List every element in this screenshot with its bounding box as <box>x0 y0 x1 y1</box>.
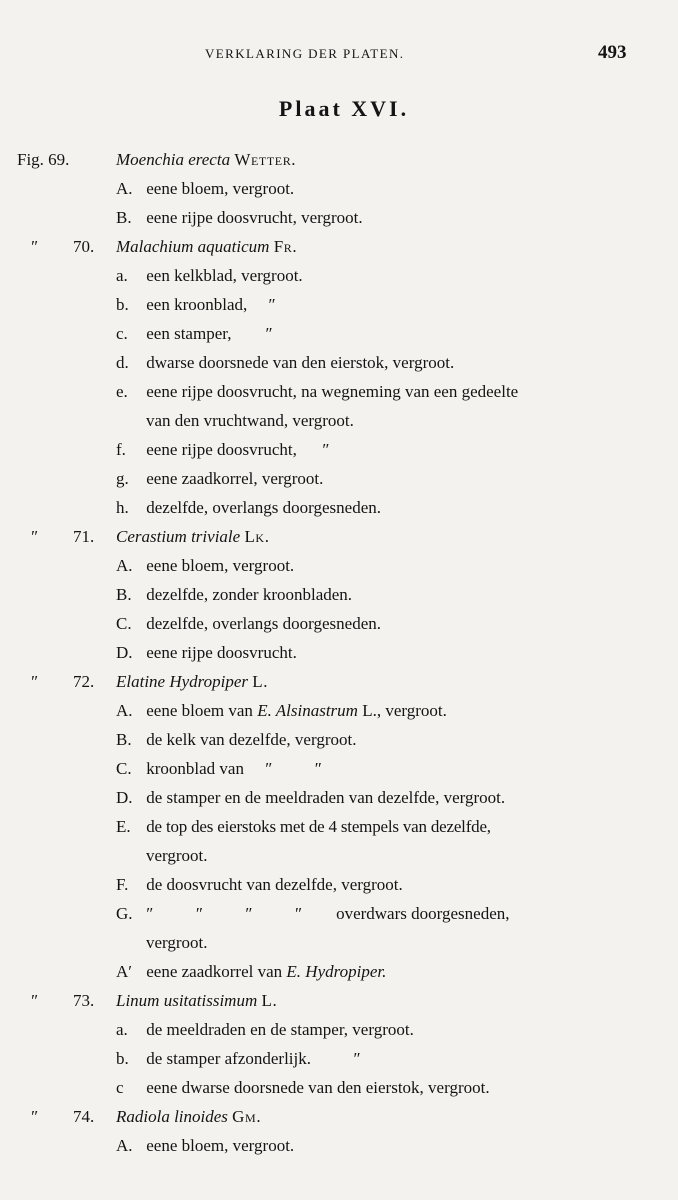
ditto-mark: ″ <box>30 527 38 546</box>
item-label: g. <box>116 469 129 488</box>
ditto-mark: ″ <box>30 991 38 1010</box>
item-label: G. <box>116 904 133 923</box>
item-text: een kroonblad, ″ <box>146 295 276 314</box>
item-text: de doosvrucht van dezelfde, vergroot. <box>146 875 403 894</box>
figure-list <box>0 145 678 1160</box>
item-text: eene rijpe doosvrucht, vergroot. <box>146 208 363 227</box>
ditto-mark: ″ <box>30 672 38 691</box>
item-text: de kelk van dezelfde, vergroot. <box>146 730 357 749</box>
item-text: ″ ″ ″ ″ overdwars doorgesneden, <box>146 904 510 923</box>
item-label: E. <box>116 817 131 836</box>
list-item <box>0 377 678 406</box>
item-text: vergroot. <box>146 846 208 865</box>
species-author: L. <box>261 991 278 1010</box>
item-text-post: L., vergroot. <box>357 701 447 720</box>
species-name: Linum usitatissimum <box>116 991 258 1010</box>
item-text: de top des eierstoks met de 4 stempels van dezelfde, <box>146 817 491 836</box>
species-name: Elatine Hydropiper <box>116 672 249 691</box>
item-label: a. <box>116 1020 128 1039</box>
list-item <box>0 580 678 609</box>
list-item <box>0 203 678 232</box>
plate-title: Plaat XVI. <box>278 96 410 121</box>
list-item-continuation <box>0 928 678 957</box>
item-text: eene bloem, vergroot. <box>146 1136 295 1155</box>
list-item-continuation <box>0 841 678 870</box>
item-label: B. <box>116 730 132 749</box>
item-label: D. <box>116 643 133 662</box>
item-label: A. <box>116 701 133 720</box>
list-item <box>0 551 678 580</box>
item-text: eene bloem, vergroot. <box>146 556 295 575</box>
page-number: 493 <box>598 42 627 63</box>
item-text: een stamper, ″ <box>146 324 273 343</box>
item-label: c <box>116 1078 124 1097</box>
species-name: Cerastium triviale <box>116 527 241 546</box>
figure-heading-72 <box>0 667 678 696</box>
item-text: dezelfde, overlangs doorgesneden. <box>146 614 382 633</box>
item-label: C. <box>116 614 132 633</box>
figure-heading-74 <box>0 1102 678 1131</box>
list-item <box>0 290 678 319</box>
item-label: e. <box>116 382 128 401</box>
list-item <box>0 870 678 899</box>
item-label: h. <box>116 498 129 517</box>
list-item <box>0 319 678 348</box>
list-item <box>0 725 678 754</box>
item-text-italic: E. Alsinastrum <box>257 701 358 720</box>
ditto-mark: ″ <box>30 1107 38 1126</box>
species-entry <box>116 667 268 696</box>
species-entry <box>116 232 297 261</box>
figure-heading-70 <box>0 232 678 261</box>
item-label: D. <box>116 788 133 807</box>
list-item-continuation <box>0 406 678 435</box>
item-text: eene rijpe doosvrucht, na wegneming van een gedeelte <box>146 382 519 401</box>
item-text: dezelfde, zonder kroonbladen. <box>146 585 353 604</box>
item-label: c. <box>116 324 128 343</box>
list-item <box>0 609 678 638</box>
list-item <box>0 899 678 928</box>
item-label: d. <box>116 353 129 372</box>
item-text: eene rijpe doosvrucht, ″ <box>146 440 330 459</box>
list-item <box>0 261 678 290</box>
list-item <box>0 754 678 783</box>
item-label: F. <box>116 875 129 894</box>
species-entry <box>116 145 296 174</box>
item-text: eene rijpe doosvrucht. <box>146 643 297 662</box>
item-label: b. <box>116 295 129 314</box>
species-entry <box>116 1102 261 1131</box>
item-label: A. <box>116 1136 133 1155</box>
ditto-mark: ″ <box>30 237 38 256</box>
item-label: A′ <box>116 962 132 981</box>
running-title: VERKLARING DER PLATEN. <box>205 46 405 61</box>
species-author: L. <box>252 672 269 691</box>
item-text: de stamper afzonderlijk. ″ <box>146 1049 361 1068</box>
list-item <box>0 696 678 725</box>
item-text: kroonblad van ″ ″ <box>146 759 322 778</box>
figure-number: Fig. 69. <box>17 150 70 169</box>
list-item <box>0 174 678 203</box>
list-item <box>0 348 678 377</box>
list-item <box>0 464 678 493</box>
list-item <box>0 435 678 464</box>
item-text: eene zaadkorrel, vergroot. <box>146 469 324 488</box>
item-label: A. <box>116 556 133 575</box>
species-entry <box>116 986 277 1015</box>
species-author: Gm. <box>232 1107 262 1126</box>
item-text: eene dwarse doorsnede van den eierstok, vergroot. <box>146 1078 490 1097</box>
list-item <box>0 638 678 667</box>
list-item <box>0 1015 678 1044</box>
species-author: Lk. <box>244 527 270 546</box>
species-name: Malachium aquaticum <box>116 237 270 256</box>
item-text: de meeldraden en de stamper, vergroot. <box>146 1020 414 1039</box>
figure-number: 71. <box>73 527 95 546</box>
species-name: Moenchia erecta <box>116 150 231 169</box>
item-label: f. <box>116 440 126 459</box>
list-item <box>0 957 678 986</box>
list-item <box>0 493 678 522</box>
figure-number: 70. <box>73 237 95 256</box>
list-item <box>0 1131 678 1160</box>
figure-number: 74. <box>73 1107 95 1126</box>
item-label: B. <box>116 208 132 227</box>
figure-heading-73 <box>0 986 678 1015</box>
item-label: a. <box>116 266 128 285</box>
list-item <box>0 812 678 841</box>
item-text-pre: eene zaadkorrel van <box>146 962 287 981</box>
item-text-italic: E. Hydropiper. <box>286 962 387 981</box>
figure-heading-69 <box>0 145 678 174</box>
species-author: Fr. <box>273 237 298 256</box>
item-text: van den vruchtwand, vergroot. <box>146 411 354 430</box>
list-item <box>0 1073 678 1102</box>
figure-heading-71 <box>0 522 678 551</box>
item-text: de stamper en de meeldraden van dezelfde, vergroot. <box>146 788 506 807</box>
item-text: dwarse doorsnede van den eierstok, vergroot. <box>146 353 455 372</box>
list-item <box>0 1044 678 1073</box>
list-item <box>0 783 678 812</box>
figure-number: 72. <box>73 672 95 691</box>
figure-number: 73. <box>73 991 95 1010</box>
item-text: een kelkblad, vergroot. <box>146 266 303 285</box>
item-text-pre: eene bloem van <box>146 701 258 720</box>
species-name: Radiola linoides <box>116 1107 228 1126</box>
item-text: vergroot. <box>146 933 208 952</box>
item-label: b. <box>116 1049 129 1068</box>
item-text: dezelfde, overlangs doorgesneden. <box>146 498 382 517</box>
item-text: eene bloem, vergroot. <box>146 179 295 198</box>
species-author: Wetter. <box>234 150 297 169</box>
page-header <box>0 42 678 72</box>
item-label: C. <box>116 759 132 778</box>
item-label: A. <box>116 179 133 198</box>
species-entry <box>116 522 270 551</box>
item-label: B. <box>116 585 132 604</box>
